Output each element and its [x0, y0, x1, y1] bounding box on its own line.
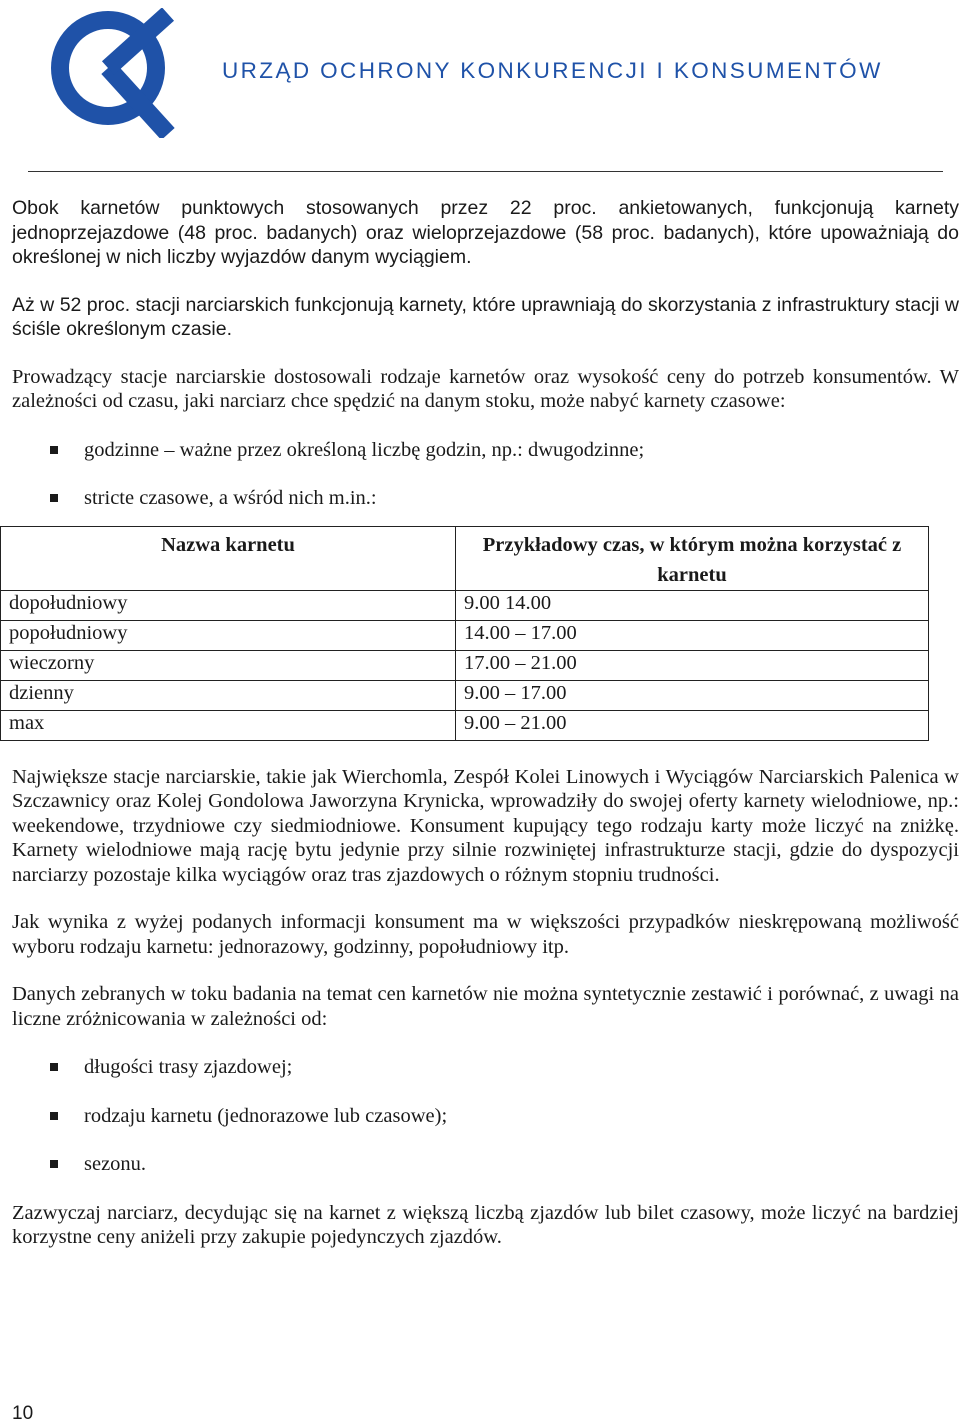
- table-header-row: [1, 526, 929, 590]
- page-number: 10: [12, 1403, 34, 1424]
- list-item-text: rodzaju karnetu (jednorazowe lub czasowe);: [84, 1104, 448, 1127]
- pass-types-table: [0, 526, 929, 741]
- paragraph: Prowadzący stacje narciarskie dostosowali rodzaje karnetów oraz wysokość ceny do potrzeb konsumentów. W zależności od czasu, jaki narciarz chce spędzić na danym stoku, może nabyć karnety czasowe:: [12, 365, 959, 412]
- table-cell: max: [1, 710, 456, 740]
- organization-name: URZĄD OCHRONY KONKURENCJI I KONSUMENTÓW: [222, 58, 883, 83]
- list-item-text: stricte czasowe, a wśród nich m.in.:: [84, 487, 377, 509]
- header-divider: [28, 171, 943, 172]
- table-cell: popołudniowy: [1, 620, 456, 650]
- list-item-text: długości trasy zjazdowej;: [84, 1056, 293, 1078]
- uokik-logo-icon: [50, 8, 180, 138]
- bullet-icon: [50, 446, 58, 454]
- list-item: [12, 486, 959, 511]
- list-item: [12, 438, 959, 463]
- bullet-icon: [50, 1160, 58, 1168]
- bullet-list: [12, 1055, 959, 1177]
- table-row: [1, 650, 929, 680]
- table-cell: 9.00 – 17.00: [456, 680, 929, 710]
- paragraph: Zazwyczaj narciarz, decydując się na karnet z większą liczbą zjazdów lub bilet czasowy, może liczyć na bardziej korzystne ceny aniżeli przy zakupie pojedynczych zjazdów.: [12, 1201, 959, 1248]
- table-cell: 17.00 – 21.00: [456, 650, 929, 680]
- list-item-text: sezonu.: [84, 1153, 147, 1175]
- list-item-text: godzinne – ważne przez określoną liczbę godzin, np.: dwugodzinne;: [84, 438, 645, 461]
- table-cell: dopołudniowy: [1, 590, 456, 620]
- bullet-icon: [50, 494, 58, 502]
- list-item: [12, 1055, 959, 1080]
- bullet-list: [12, 438, 959, 511]
- list-item: [12, 1152, 959, 1177]
- paragraph: Jak wynika z wyżej podanych informacji konsument ma w większości przypadków nieskrępowaną możliwość wyboru rodzaju karnetu: jednorazowy, godzinny, popołudniowy itp.: [12, 911, 959, 958]
- table-row: [1, 710, 929, 740]
- table-row: [1, 620, 929, 650]
- column-header: Przykładowy czas, w którym można korzystać z karnetu: [456, 526, 929, 590]
- paragraph: Aż w 52 proc. stacji narciarskich funkcjonują karnety, które uprawniają do skorzystania z infrastruktury stacji w ściśle określonym czasie.: [12, 293, 959, 340]
- bullet-icon: [50, 1063, 58, 1071]
- list-item: [12, 1104, 959, 1129]
- table-cell: dzienny: [1, 680, 456, 710]
- document-body: [9, 196, 959, 1250]
- table-cell: 9.00 14.00: [456, 590, 929, 620]
- paragraph: Największe stacje narciarskie, takie jak Wierchomla, Zespół Kolei Linowych i Wyciągów Narciarskich Palenica w Szczawnicy oraz Kolej Gondolowa Jaworzyna Krynicka, wprowadziły do swojej oferty karnety wielodniowe, np.: weekendowe, trzydniowe czy siedmiodniowe. Konsument kupujący tego rodzaju karty może liczyć na zniżkę. Karnety wielodniowe mają rację bytu jedynie przy silnie rozwiniętej infrastrukturze stacji, gdzie do dyspozycji narciarzy pozostaje kilka wyciągów oraz tras zjazdowych o różnym stopniu trudności.: [12, 765, 959, 886]
- paragraph: Danych zebranych w toku badania na temat cen karnetów nie można syntetycznie zestawić i porównać, z uwagi na liczne zróżnicowania w zależności od:: [12, 983, 959, 1030]
- bullet-icon: [50, 1112, 58, 1120]
- column-header: Nazwa karnetu: [1, 526, 456, 590]
- table-cell: wieczorny: [1, 650, 456, 680]
- table-cell: 14.00 – 17.00: [456, 620, 929, 650]
- table-row: [1, 590, 929, 620]
- paragraph: Obok karnetów punktowych stosowanych przez 22 proc. ankietowanych, funkcjonują karnety jednoprzejazdowe (48 proc. badanych) oraz wieloprzejazdowe (58 proc. badanych), które upoważniają do określonej w nich liczby wyjazdów danym wyciągiem.: [12, 197, 959, 268]
- table-cell: 9.00 – 21.00: [456, 710, 929, 740]
- table-row: [1, 680, 929, 710]
- page-header: [0, 0, 960, 175]
